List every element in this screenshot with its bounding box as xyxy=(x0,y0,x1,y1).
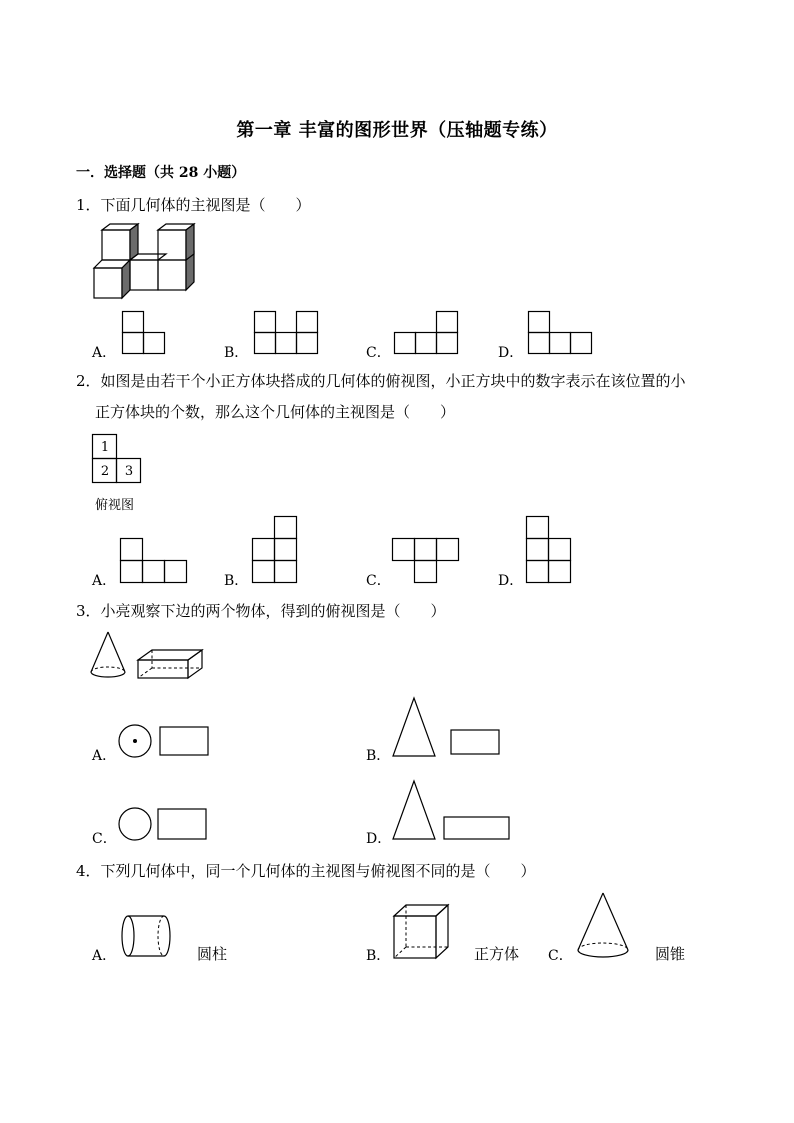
q4-option-a-cylinder-figure[interactable] xyxy=(120,914,176,958)
q2-option-d-figure[interactable] xyxy=(526,516,572,584)
q3-option-a-label[interactable]: A． xyxy=(92,748,117,764)
q4-option-c-label[interactable]: C． xyxy=(548,948,573,964)
q1-option-c-label[interactable]: C． xyxy=(366,345,391,361)
q3-option-d-label[interactable]: D． xyxy=(366,831,392,847)
q4-option-a-label[interactable]: A． xyxy=(92,948,117,964)
q3-option-c-figure[interactable] xyxy=(118,806,210,842)
q1-option-b-figure[interactable] xyxy=(254,311,320,355)
q2-option-a-figure[interactable] xyxy=(120,538,188,584)
question-2-text-line2: 正方体块的个数，那么这个几何体的主视图是（ ） xyxy=(95,403,456,421)
q2-grid-number-2: 2 xyxy=(100,464,110,479)
q3-cone-and-box-figure xyxy=(88,630,208,682)
q2-grid-number-3: 3 xyxy=(124,464,134,479)
q3-option-a-figure[interactable] xyxy=(118,724,210,760)
q2-option-a-label[interactable]: A． xyxy=(92,573,117,589)
q2-option-d-label[interactable]: D． xyxy=(498,573,524,589)
q4-option-b-label[interactable]: B． xyxy=(366,948,391,964)
question-1-text: 1．下面几何体的主视图是（ ） xyxy=(76,196,311,214)
q2-option-c-figure[interactable] xyxy=(392,538,460,584)
q3-option-c-label[interactable]: C． xyxy=(92,831,117,847)
q1-option-d-figure[interactable] xyxy=(528,311,594,355)
q4-option-c-cone-figure[interactable] xyxy=(576,892,632,962)
question-3-text: 3．小亮观察下边的两个物体，得到的俯视图是（ ） xyxy=(76,602,446,620)
q2-option-b-label[interactable]: B． xyxy=(224,573,249,589)
question-4-text: 4．下列几何体中，同一个几何体的主视图与俯视图不同的是（ ） xyxy=(76,862,536,880)
q1-cube-figure xyxy=(90,224,200,304)
q4-option-a-name: 圆柱 xyxy=(197,945,228,963)
q1-option-a-label[interactable]: A． xyxy=(92,345,117,361)
q4-option-c-name: 圆锥 xyxy=(655,945,686,963)
q1-option-a-figure[interactable] xyxy=(122,311,166,355)
q3-option-b-label[interactable]: B． xyxy=(366,748,391,764)
q3-option-b-figure[interactable] xyxy=(392,697,502,759)
q3-option-d-figure[interactable] xyxy=(392,780,514,842)
question-2-text-line1: 2．如图是由若干个小正方体块搭成的几何体的俯视图，小正方块中的数字表示在该位置的小 xyxy=(76,372,686,390)
q2-option-b-figure[interactable] xyxy=(252,516,298,584)
q4-option-b-name: 正方体 xyxy=(474,945,520,963)
q2-option-c-label[interactable]: C． xyxy=(366,573,391,589)
q1-option-b-label[interactable]: B． xyxy=(224,345,249,361)
q1-option-d-label[interactable]: D． xyxy=(498,345,524,361)
page-title: 第一章 丰富的图形世界（压轴题专练） xyxy=(236,120,558,141)
q2-grid-number-1: 1 xyxy=(100,440,110,455)
section-heading: 一．选择题（共 28 小题） xyxy=(76,165,246,181)
q1-option-c-figure[interactable] xyxy=(394,311,460,355)
q2-top-view-caption: 俯视图 xyxy=(95,498,135,513)
q4-option-b-cube-figure[interactable] xyxy=(393,904,451,960)
